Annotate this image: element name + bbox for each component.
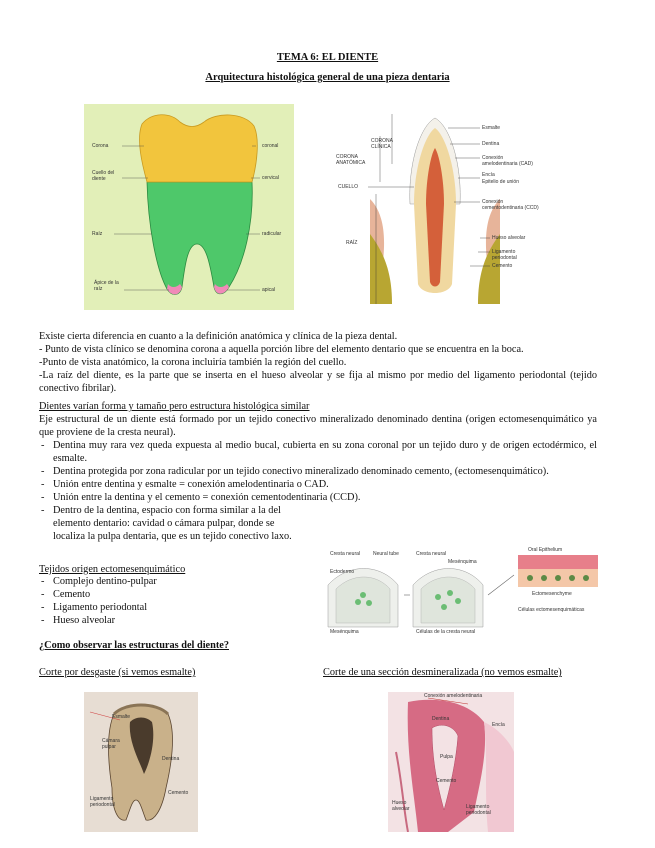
fig5-label: Cemento bbox=[436, 778, 457, 784]
structure-item: - Dentro de la dentina, espacio con forma similar a la del elemento dentario: cavidad o cámara pulpar, donde se localiza la pulpa dentaria, que es un tejido conectivo laxo. bbox=[39, 504, 308, 543]
label-esmalte: Esmalte bbox=[482, 125, 501, 131]
tooth-anatomy-figure bbox=[330, 104, 540, 304]
page-title: TEMA 6: EL DIENTE bbox=[276, 52, 379, 63]
fig4-label: Esmalte bbox=[112, 714, 131, 720]
fig3-label: Mesénquima bbox=[330, 629, 359, 635]
fig3-label: Células de la cresta neural bbox=[416, 629, 476, 635]
fig5-label: Encía bbox=[492, 722, 505, 728]
label-cervical: cervical bbox=[262, 175, 279, 181]
oral-epithelium-block bbox=[518, 555, 598, 569]
label-epitelio: Epitelio de unión bbox=[482, 179, 519, 185]
structure-item: - Unión entre la dentina y el cemento = conexión cementodentinaria (CCD). bbox=[39, 491, 597, 504]
structure-item: - Unión entre dentina y esmalte = conexión amelodentinaria o CAD. bbox=[39, 478, 597, 491]
label-coronal: coronal bbox=[262, 143, 279, 149]
fig5-label: Dentina bbox=[432, 716, 450, 722]
label-corona-clinica: CORONA CLÍNICA bbox=[371, 138, 393, 150]
label-ligamento: Ligamento periodontal bbox=[492, 249, 517, 261]
label-cuello-anat: CUELLO bbox=[338, 184, 359, 190]
fig4-label: Cemento bbox=[168, 790, 189, 796]
label-corona: Corona bbox=[92, 143, 109, 149]
label-cemento: Cemento bbox=[492, 263, 513, 269]
fig4-label: Ligamento periodontal bbox=[90, 796, 115, 808]
fig3-label: Oral Epithelium bbox=[528, 547, 563, 553]
tissue-item: - Hueso alveolar bbox=[39, 614, 279, 627]
label-apice: Ápice de la raíz bbox=[94, 280, 119, 292]
structure-item: - Dentina protegida por zona radicular por un tejido conectivo mineralizado denominado cemento, (ectomesenquimático). bbox=[39, 465, 597, 478]
structure-list bbox=[39, 439, 597, 543]
fig5-label: Conexión amelodentinaria bbox=[424, 693, 483, 699]
tissues-heading: Tejidos origen ectomesenquimático bbox=[39, 564, 186, 575]
fig5-label: Hueso alveolar bbox=[392, 800, 410, 812]
tissues-list bbox=[39, 575, 279, 627]
structure-heading: Dientes varían forma y tamaño pero estructura histológica similar bbox=[39, 401, 310, 412]
label-raiz: Raíz bbox=[92, 231, 103, 237]
ground-section-photo bbox=[84, 692, 198, 832]
label-radicular: radicular bbox=[262, 231, 282, 237]
label-corona-anatomica: CORONA ANATÓMICA bbox=[336, 154, 366, 166]
tissue-item: - Cemento bbox=[39, 588, 279, 601]
caption-ground-section: Corte por desgaste (si vemos esmalte) bbox=[39, 667, 196, 678]
tissue-item: - Complejo dentino-pulpar bbox=[39, 575, 279, 588]
fig3-label: Ectomesenchyme bbox=[532, 591, 572, 597]
label-cuello: Cuello del diente bbox=[92, 170, 115, 182]
fig5-label: Pulpa bbox=[440, 754, 453, 760]
page-subtitle: Arquitectura histológica general de una pieza dentaria bbox=[205, 72, 450, 83]
intro-line-2: - Punto de vista clínico se denomina corona a aquella porción libre del elemento dentario que se encuentra en la boca. bbox=[39, 344, 524, 355]
fig3-label: Cresta neural bbox=[330, 551, 361, 557]
structure-intro: Eje estructural de un diente está formado por un tejido conectivo mineralizado denominado dentina (origen ectomesenquimático ya que proviene de la cresta neural). bbox=[39, 414, 597, 438]
tooth-regions-figure bbox=[84, 104, 294, 310]
fig3-label: Células ectomesenquimáticas bbox=[518, 607, 585, 613]
label-encia: Encía bbox=[482, 172, 495, 178]
embryology-figure bbox=[318, 545, 608, 635]
label-hueso: Hueso alveolar bbox=[492, 235, 526, 241]
demineralized-section-figure bbox=[388, 692, 514, 832]
observe-heading: ¿Como observar las estructuras del diente? bbox=[39, 640, 229, 651]
label-apical: apical bbox=[262, 287, 276, 293]
label-ccd: Conexión cementodentinaria (CCD) bbox=[482, 199, 539, 211]
fig5-label: Ligamento periodontal bbox=[466, 804, 491, 816]
fig3-label: Cresta neural bbox=[416, 551, 447, 557]
fig4-label: Cámara pulpar bbox=[102, 738, 120, 750]
structure-item: - Dentina muy rara vez queda expuesta al medio bucal, cubierta en su zona coronal por un tejido duro y de origen ectodérmico, el esmalte. bbox=[39, 439, 597, 465]
ground-section-figure bbox=[84, 692, 198, 832]
intro-line-3: -Punto de vista anatómico, la corona incluiría también la región del cuello. bbox=[39, 357, 347, 368]
fig3-label: Ectodermo bbox=[330, 569, 355, 575]
fig3-label: Neural tube bbox=[373, 551, 399, 557]
caption-demineralized-section: Corte de una sección desmineralizada (no vemos esmalte) bbox=[323, 667, 562, 678]
intro-line-1: Existe cierta diferencia en cuanto a la definición anatómica y clínica de la pieza dental. bbox=[39, 331, 398, 342]
label-cad: Conexión amelodentinaria (CAD) bbox=[482, 155, 533, 167]
label-dentina: Dentina bbox=[482, 141, 500, 147]
tooth-crown bbox=[139, 115, 257, 182]
tissue-item: - Ligamento periodontal bbox=[39, 601, 279, 614]
fig4-label: Dentina bbox=[162, 756, 180, 762]
label-raiz-anat: RAÍZ bbox=[346, 240, 358, 246]
fig3-label: Mesénquima bbox=[448, 559, 477, 565]
intro-line-4: -La raíz del diente, es la parte que se inserta en el hueso alveolar y se fija al mismo por medio del ligamento periodontal (tejido conectivo fibrilar). bbox=[39, 370, 597, 394]
